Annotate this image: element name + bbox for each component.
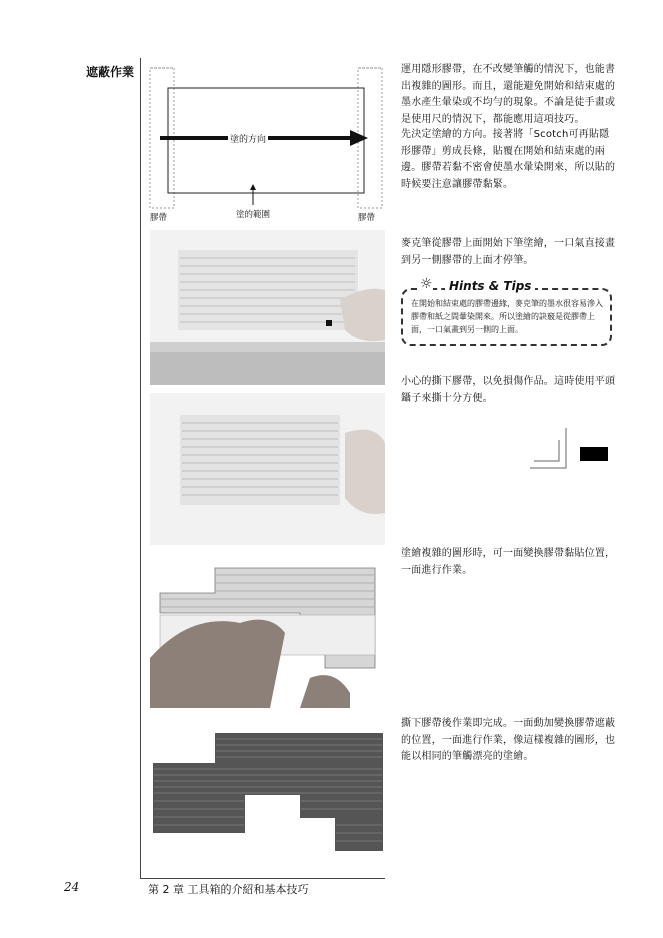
paragraph-intro: 運用隱形膠帶，在不改變筆觸的情況下，也能書出複雜的圖形。而且，還能避免開始和結束處的墨水產生暈染或不均勻的現象。不論是徒手畫或是使用尺的情況下，都能應用這項技巧。: [401, 64, 616, 125]
photo-finished-shape: [150, 733, 385, 853]
masking-diagram: [140, 60, 390, 230]
range-label: 塗的範圍: [236, 210, 271, 220]
footer-rule: [140, 878, 385, 879]
photo-complex-shape-masking: [150, 553, 385, 708]
tape-label-right: 膠帶: [358, 213, 376, 223]
paragraph-step-3: 小心的撕下膠帶，以免損傷作品。這時使用平頭鑷子來撕十分方便。: [401, 376, 616, 404]
arrow-label: 塗的方向: [228, 132, 268, 145]
photo-peeling-tape: [150, 393, 385, 545]
photo-drawing-over-tape: [150, 230, 385, 385]
paragraph-step-2: 麥克筆從膠帶上面開始下筆塗繪，一口氣直接畫到另一側膠帶的上面才停筆。: [401, 238, 616, 266]
tweezers-tip-illustration: [528, 428, 578, 473]
chapter-title: 第 2 章 工具箱的介紹和基本技巧: [148, 883, 309, 896]
direction-arrow-head: [350, 130, 368, 146]
tape-label-left: 膠帶: [150, 213, 168, 223]
tweezers-tip-block: [580, 447, 608, 461]
section-title: 遮蔽作業: [86, 65, 135, 79]
paragraph-step-5: 撕下膠帶後作業即完成。一面動加變換膠帶遮蔽的位置，一面進行作業，像這樣複雜的圖形，也能以相同的筆觸漂亮的塗繪。: [401, 718, 616, 762]
page-number: 24: [64, 880, 80, 894]
hints-tips-title: Hints & Tips: [445, 279, 535, 293]
hints-tips-text: 在開始和結束處的膠帶邊緣，麥克筆的墨水很容易滲入膠帶和紙之間暈染開來。所以塗繪的訣竅是從膠帶上面，一口氣畫到另一側的上面。: [411, 299, 603, 334]
paragraph-step-1: 先決定塗繪的方向。接著將「Scotch可再貼隱形膠帶」剪成長條，貼覆在開始和結束處的兩邊。膠帶若黏不密會使墨水暈染開來，所以貼的時候要注意讓膠帶黏緊。: [401, 129, 616, 190]
lightbulb-icon: ☼: [420, 276, 433, 292]
paragraph-step-4: 塗繪複雜的圖形時，可一面變換膠帶黏貼位置，一面進行作業。: [401, 548, 616, 576]
